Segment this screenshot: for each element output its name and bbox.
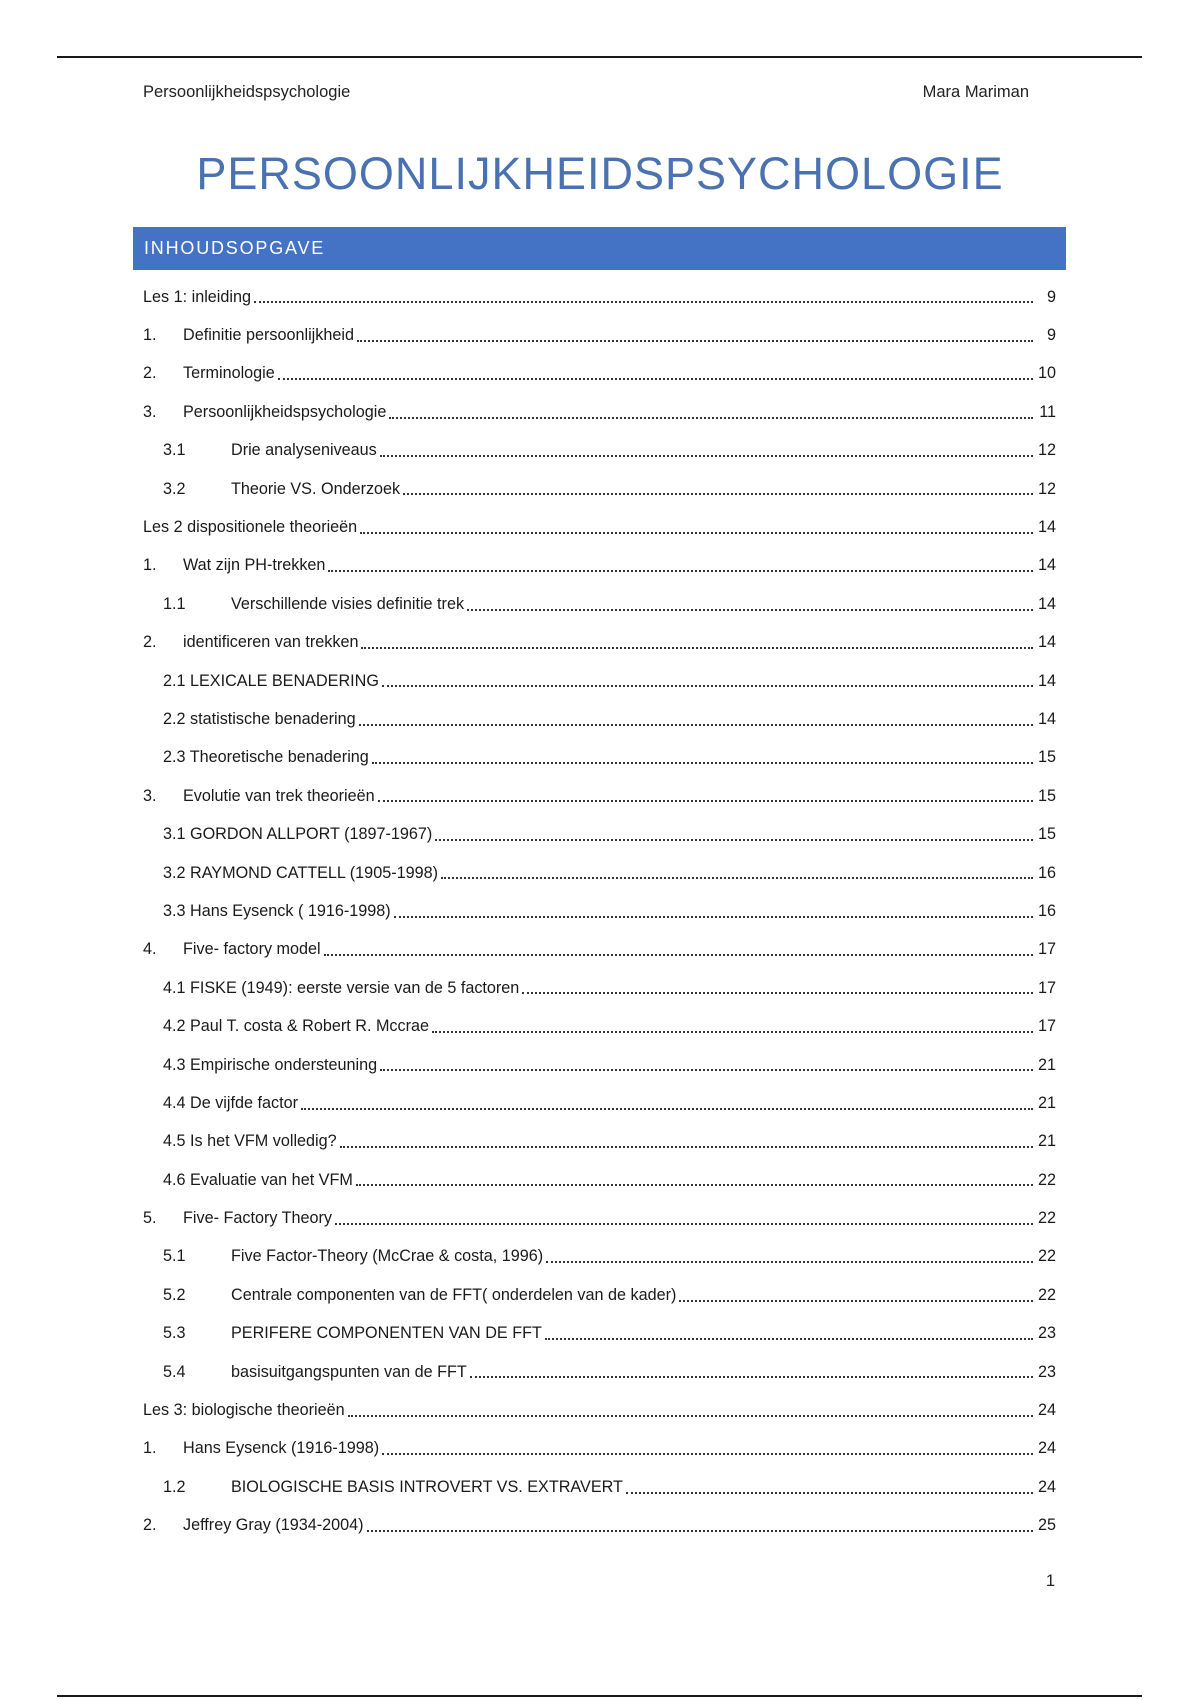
toc-entry-title: 3.2 RAYMOND CATTELL (1905-1998) [163, 863, 438, 882]
toc-entry-title: Persoonlijkheidspsychologie [183, 402, 387, 421]
toc-entry[interactable] [143, 1046, 1056, 1084]
toc-entry-page: 12 [1037, 479, 1056, 498]
toc-entry-title: 4.6 Evaluatie van het VFM [163, 1170, 353, 1189]
toc-entry[interactable] [143, 815, 1056, 853]
toc-entry-page: 22 [1037, 1285, 1056, 1304]
dot-leader [432, 1030, 1033, 1033]
toc-entry-page: 24 [1037, 1439, 1056, 1458]
toc-entry[interactable] [143, 1007, 1056, 1045]
dot-leader [328, 569, 1033, 572]
toc-entry-page: 15 [1037, 748, 1056, 767]
toc-entry-page: 21 [1037, 1132, 1056, 1151]
dot-leader [626, 1491, 1033, 1494]
toc-entry[interactable] [143, 1238, 1056, 1276]
toc-entry-page: 23 [1037, 1324, 1056, 1343]
toc-entry-number: 1.1 [163, 594, 186, 613]
toc-entry[interactable] [143, 624, 1056, 662]
dot-leader [372, 761, 1033, 764]
dot-leader [335, 1222, 1033, 1225]
dot-leader [356, 1183, 1033, 1186]
toc-entry-page: 14 [1037, 671, 1056, 690]
toc-entry[interactable] [143, 1199, 1056, 1237]
toc-entry-title: PERIFERE COMPONENTEN VAN DE FFT [231, 1324, 542, 1343]
dot-leader [679, 1299, 1033, 1302]
toc-entry-page: 17 [1037, 978, 1056, 997]
dot-leader [545, 1337, 1033, 1340]
toc-entry-page: 25 [1037, 1516, 1056, 1535]
toc-entry-number: 2. [143, 633, 157, 652]
toc-entry[interactable] [143, 508, 1056, 546]
dot-leader [389, 416, 1033, 419]
toc-entry[interactable] [143, 1468, 1056, 1506]
toc-entry[interactable] [143, 1315, 1056, 1353]
toc-entry-number: 3.1 [163, 441, 186, 460]
dot-leader [378, 799, 1033, 802]
dot-leader [470, 1375, 1033, 1378]
toc-entry[interactable] [143, 931, 1056, 969]
toc-entry[interactable] [143, 662, 1056, 700]
toc-entry-page: 16 [1037, 901, 1056, 920]
toc-entry-number: 5.3 [163, 1324, 186, 1343]
dot-leader [403, 492, 1033, 495]
toc-entry-page: 22 [1037, 1209, 1056, 1228]
toc-entry-number: 4. [143, 940, 157, 959]
toc-entry-page: 14 [1037, 709, 1056, 728]
toc-entry-title: 2.2 statistische benadering [163, 709, 356, 728]
toc-entry-title: Les 3: biologische theorieën [143, 1401, 345, 1420]
toc-entry-title: Drie analyseniveaus [231, 441, 377, 460]
toc-entry[interactable] [143, 278, 1056, 316]
toc-entry-title: Terminologie [183, 364, 275, 383]
toc-entry-title: 3.3 Hans Eysenck ( 1916-1998) [163, 901, 391, 920]
toc-entry[interactable] [143, 585, 1056, 623]
table-of-contents [143, 278, 1056, 1545]
toc-entry-title: Les 2 dispositionele theorieën [143, 518, 358, 537]
toc-entry[interactable] [143, 1161, 1056, 1199]
toc-entry-title: Definitie persoonlijkheid [183, 326, 354, 345]
toc-entry-title: Centrale componenten van de FFT( onderdelen van de kader) [231, 1285, 677, 1304]
running-header [143, 83, 1029, 102]
dot-leader [380, 1068, 1033, 1071]
toc-entry[interactable] [143, 854, 1056, 892]
toc-entry-page: 15 [1037, 786, 1056, 805]
toc-entry-page: 24 [1037, 1477, 1056, 1496]
dot-leader [367, 1529, 1033, 1532]
dot-leader [361, 646, 1033, 649]
toc-entry-page: 9 [1046, 326, 1056, 345]
toc-entry-title: 2.1 LEXICALE BENADERING [163, 671, 379, 690]
toc-entry[interactable] [143, 470, 1056, 508]
toc-entry-page: 14 [1037, 556, 1056, 575]
toc-entry[interactable] [143, 777, 1056, 815]
toc-entry-title: Jeffrey Gray (1934-2004) [183, 1516, 364, 1535]
toc-entry-number: 3. [143, 786, 157, 805]
toc-entry-title: identificeren van trekken [183, 633, 359, 652]
dot-leader [324, 953, 1033, 956]
dot-leader [278, 377, 1033, 380]
toc-entry-number: 1. [143, 556, 157, 575]
toc-entry-number: 3.2 [163, 479, 186, 498]
dot-leader [360, 531, 1033, 534]
toc-entry-page: 23 [1037, 1362, 1056, 1381]
top-rule [57, 56, 1142, 58]
toc-entry[interactable] [143, 432, 1056, 470]
toc-entry-number: 5.1 [163, 1247, 186, 1266]
bottom-rule [57, 1695, 1142, 1697]
toc-entry-page: 14 [1037, 633, 1056, 652]
header-author: Mara Mariman [922, 83, 1029, 101]
toc-entry-title: 4.2 Paul T. costa & Robert R. Mccrae [163, 1017, 430, 1036]
toc-entry[interactable] [143, 700, 1056, 738]
toc-entry[interactable] [143, 1123, 1056, 1161]
toc-entry-title: Theorie VS. Onderzoek [231, 479, 401, 498]
toc-entry-page: 9 [1046, 287, 1056, 306]
toc-entry[interactable] [143, 1391, 1056, 1429]
toc-entry-title: Verschillende visies definitie trek [231, 594, 465, 613]
toc-entry[interactable] [143, 1276, 1056, 1314]
dot-leader [522, 991, 1033, 994]
toc-entry-title: Wat zijn PH-trekken [183, 556, 326, 575]
dot-leader [382, 1452, 1033, 1455]
dot-leader [467, 608, 1033, 611]
toc-entry-number: 3. [143, 402, 157, 421]
toc-entry[interactable] [143, 355, 1056, 393]
toc-entry-number: 2. [143, 1516, 157, 1535]
dot-leader [301, 1107, 1033, 1110]
toc-entry-title: 2.3 Theoretische benadering [163, 748, 369, 767]
toc-entry-page: 11 [1039, 402, 1056, 421]
dot-leader [357, 339, 1033, 342]
toc-entry-number: 5. [143, 1209, 157, 1228]
dot-leader [394, 915, 1033, 918]
toc-entry[interactable] [143, 1507, 1056, 1545]
dot-leader [380, 454, 1033, 457]
toc-entry-number: 1. [143, 326, 157, 345]
toc-entry[interactable] [143, 969, 1056, 1007]
toc-entry-number: 5.4 [163, 1362, 186, 1381]
toc-entry-title: 4.3 Empirische ondersteuning [163, 1055, 378, 1074]
toc-entry-number: 5.2 [163, 1285, 186, 1304]
dot-leader [359, 723, 1033, 726]
toc-entry-number: 1. [143, 1439, 157, 1458]
toc-entry-page: 22 [1037, 1247, 1056, 1266]
toc-entry-title: 4.5 Is het VFM volledig? [163, 1132, 337, 1151]
document-title: PERSOONLIJKHEIDSPSYCHOLOGIE [196, 148, 1004, 199]
toc-entry-title: 4.1 FISKE (1949): eerste versie van de 5 factoren [163, 978, 520, 997]
toc-entry-page: 21 [1037, 1093, 1056, 1112]
toc-entry[interactable] [143, 393, 1056, 431]
toc-entry-page: 16 [1037, 863, 1056, 882]
toc-entry-page: 15 [1037, 825, 1056, 844]
toc-entry-title: BIOLOGISCHE BASIS INTROVERT VS. EXTRAVERT [231, 1477, 623, 1496]
toc-heading-banner [133, 227, 1066, 270]
toc-entry-number: 1.2 [163, 1477, 186, 1496]
toc-entry-title: basisuitgangspunten van de FFT [231, 1362, 467, 1381]
toc-entry-page: 10 [1037, 364, 1056, 383]
dot-leader [435, 838, 1033, 841]
toc-entry-page: 17 [1037, 1017, 1056, 1036]
toc-entry-page: 21 [1037, 1055, 1056, 1074]
header-course-name: Persoonlijkheidspsychologie [143, 83, 351, 101]
toc-entry-title: Five- factory model [183, 940, 321, 959]
toc-entry-page: 12 [1037, 441, 1056, 460]
toc-entry[interactable] [143, 316, 1056, 354]
dot-leader [546, 1260, 1033, 1263]
toc-entry[interactable] [143, 1084, 1056, 1122]
dot-leader [441, 876, 1033, 879]
dot-leader [254, 300, 1033, 303]
toc-entry-number: 2. [143, 364, 157, 383]
toc-entry-title: Five- Factory Theory [183, 1209, 333, 1228]
page-number: 1 [1045, 1572, 1055, 1590]
toc-entry[interactable] [143, 1430, 1056, 1468]
toc-entry[interactable] [143, 547, 1056, 585]
dot-leader [382, 684, 1033, 687]
toc-entry-title: Evolutie van trek theorieën [183, 786, 375, 805]
toc-entry-title: Les 1: inleiding [143, 287, 251, 306]
toc-entry-page: 22 [1037, 1170, 1056, 1189]
toc-entry-title: 3.1 GORDON ALLPORT (1897-1967) [163, 825, 433, 844]
toc-entry[interactable] [143, 1353, 1056, 1391]
toc-entry-page: 14 [1037, 518, 1056, 537]
toc-entry[interactable] [143, 739, 1056, 777]
toc-entry-page: 24 [1037, 1401, 1056, 1420]
dot-leader [340, 1145, 1033, 1148]
toc-heading: INHOUDSOPGAVE [144, 238, 326, 258]
dot-leader [348, 1414, 1033, 1417]
toc-entry-page: 17 [1037, 940, 1056, 959]
toc-entry-page: 14 [1037, 594, 1056, 613]
toc-entry-title: Hans Eysenck (1916-1998) [183, 1439, 380, 1458]
toc-entry-title: Five Factor-Theory (McCrae & costa, 1996) [231, 1247, 544, 1266]
toc-entry[interactable] [143, 892, 1056, 930]
toc-entry-title: 4.4 De vijfde factor [163, 1093, 298, 1112]
